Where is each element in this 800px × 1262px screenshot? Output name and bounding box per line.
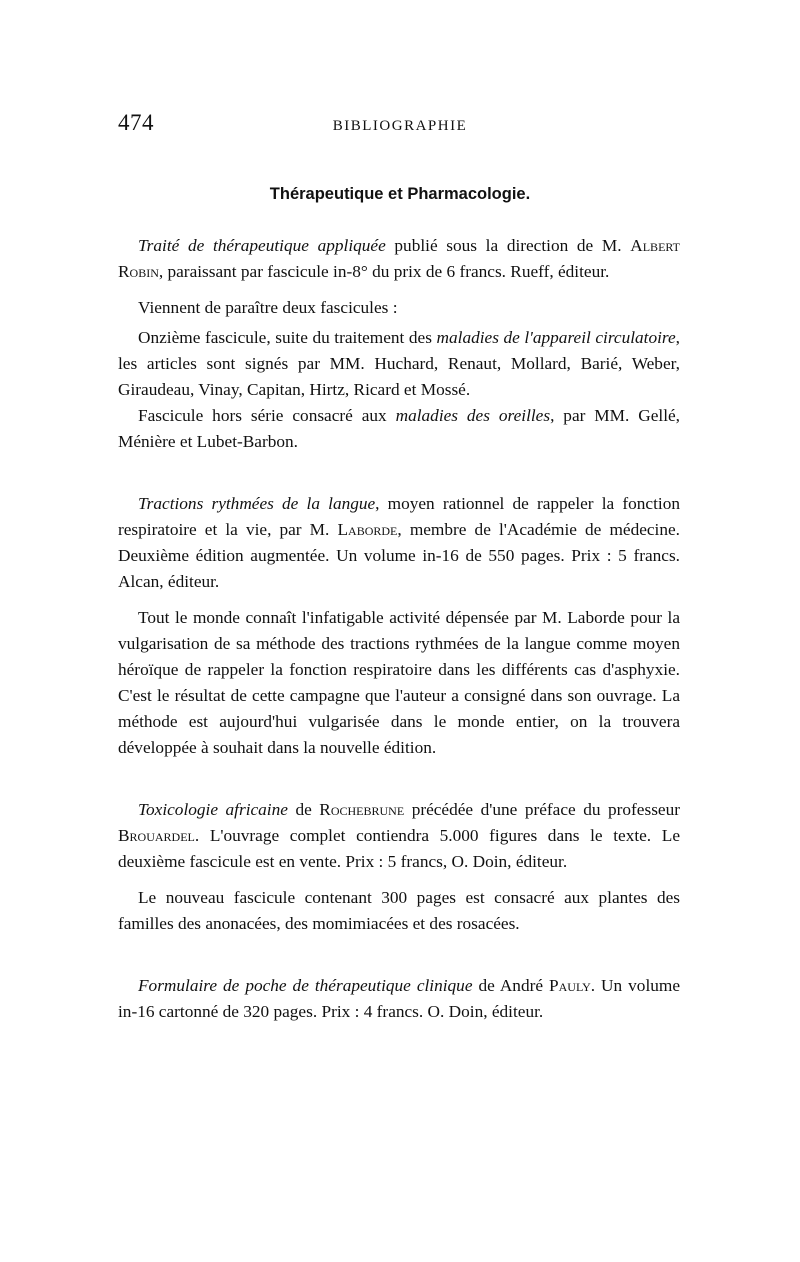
entry-comment: Tout le monde connaît l'infatigable activité dépensée par M. Laborde pour la vulgarisation de sa méthode des tractions rythmées de la langue comme moyen héroïque de rappeler la fonction respiratoire dans les différents cas d'asphyxie. C'est le résultat de cette campagne que l'auteur a consigné dans son ouvrage. La méthode est aujourd'hui vulgarisée dans le monde entier, on la trouvera développée à souhait dans la nouvelle édition. [118, 608, 680, 757]
entry-comment: Le nouveau fascicule contenant 300 pages est consacré aux plantes des familles des anonacées, des momimiacées et des rosacées. [118, 888, 680, 933]
entry-author: Albert Robin [118, 236, 681, 281]
entry-robin [118, 233, 680, 285]
note-fascicule-hors-serie [118, 403, 680, 455]
entry-text: . Un volume in-16 cartonné de 320 pages. Prix : 4 francs. O. Doin, éditeur. [118, 976, 680, 1021]
note-text: Fascicule hors série consacré aux [138, 406, 396, 425]
page-number: 474 [118, 110, 154, 135]
note-text: , les articles sont signés par MM. Huchard, Renaut, Mollard, Barié, Weber, Giraudeau, Vinay, Capitan, Hirtz, Ricard et Mossé. [118, 328, 680, 399]
entry-text: , moyen rationnel de rappeler la fonction respiratoire et la vie, par M. [118, 494, 680, 539]
entry-laborde [118, 491, 680, 595]
entry-text: de André [472, 976, 549, 995]
entry-title: Traité de thérapeutique appliquée [138, 236, 386, 255]
note-fascicule-11 [118, 325, 680, 403]
note-text: Onzième fascicule, suite du traitement des [138, 328, 437, 347]
entry-text: précédée d'une préface du professeur [404, 800, 680, 819]
entry-author: Pauly [549, 976, 591, 995]
entry-author: Laborde [337, 520, 398, 539]
entry-text: de [287, 800, 320, 819]
bibliography-body [118, 233, 680, 1025]
entry-title: Tractions rythmées de la langue [138, 494, 376, 513]
entry-author: Rochebrune [319, 800, 405, 819]
entry-title: Toxicologie africaine [138, 800, 288, 819]
entry-text: . L'ouvrage complet contiendra 5.000 figures dans le texte. Le deuxième fascicule est en vente. Prix : 5 francs, O. Doin, éditeur. [118, 826, 680, 871]
entry-title: Formulaire de poche de thérapeutique clinique [138, 976, 473, 995]
entry-rochebrune [118, 797, 680, 875]
entry-text: , membre de l'Académie de médecine. Deuxième édition augmentée. Un volume in-16 de 550 pages. Prix : 5 francs. Alcan, éditeur. [118, 520, 680, 591]
entry-text: publié sous la direction de M. [385, 236, 631, 255]
entry-pauly [118, 973, 680, 1025]
note-text: , par MM. Gellé, Ménière et Lubet-Barbon. [118, 406, 680, 451]
running-head: BIBLIOGRAPHIE [332, 118, 468, 134]
note-topic: maladies des oreilles [395, 406, 551, 425]
note-topic: maladies de l'appareil circulatoire [436, 328, 676, 347]
entry-text: , paraissant par fascicule in-8° du prix de 6 francs. Rueff, éditeur. [158, 262, 610, 281]
section-title: Thérapeutique et Pharmacologie. [269, 185, 531, 203]
note-intro: Viennent de paraître deux fascicules : [138, 298, 398, 317]
entry-author: Brouardel [118, 826, 195, 845]
